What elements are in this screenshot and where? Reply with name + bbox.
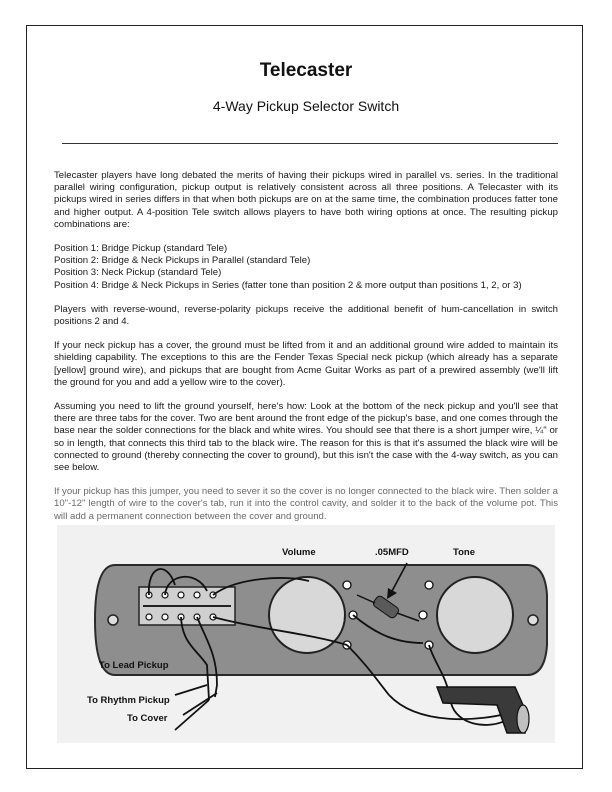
hum-cancel-paragraph: Players with reverse-wound, reverse-polarity pickups receive the additional benefit of hum-cancellation in switch positions 2 and 4.	[54, 303, 558, 328]
tone-label: Tone	[453, 547, 475, 558]
position-item: Position 2: Bridge & Neck Pickups in Parallel (standard Tele)	[54, 255, 311, 267]
jumper-paragraph: If your pickup has this jumper, you need to sever it so the cover is no longer connected to the black wire. Then solder a 10"-12" length of wire to the cover's tab, run it into the control cavity, and solder it to the back of the volume pot. This will add a permanent connection between the cover and ground.	[54, 486, 558, 522]
position-item: Position 4: Bridge & Neck Pickups in Series (fatter tone than position 2 & more output than positions 1, 2, or 3)	[54, 279, 522, 291]
position-item: Position 3: Neck Pickup (standard Tele)	[54, 267, 222, 279]
volume-label: Volume	[282, 547, 316, 558]
rhythm-pickup-label: To Rhythm Pickup	[87, 695, 170, 706]
position-item: Position 1: Bridge Pickup (standard Tele)	[54, 243, 228, 255]
lead-pickup-label: To Lead Pickup	[99, 660, 169, 671]
plate-screw	[108, 615, 118, 625]
cover-label: To Cover	[127, 713, 168, 724]
lift-ground-paragraph: Assuming you need to lift the ground yourself, here's how: Look at the bottom of the neck pickup and you'll see that there are three tabs for the cover. Two are bent around the front edge of the pickup's base, and one comes through the base near the solder connections for the black and white wires. You should see that there is a short jumper wire, ¼" or so in length, that connects this third tab to the black wire. The reason for this is that it's assumed the black wire will be connected to ground (thereby connecting the cover to ground), but this isn't the case with the 4-way switch, as you can see below.	[54, 401, 558, 474]
capacitor-label: .05MFD	[375, 547, 409, 558]
wiring-diagram	[57, 525, 555, 743]
article-body	[54, 170, 558, 535]
page-subtitle: 4-Way Pickup Selector Switch	[212, 98, 400, 114]
cover-paragraph: If your neck pickup has a cover, the ground must be lifted from it and an additional ground wire added to maintain its shielding capability. The exceptions to this are the Fender Texas Special neck pickup (which already has a separate [yellow] ground wire), and pickups that are bought from Acme Guitar Works as part of a prewired assembly (we'll lift the ground for you and add a yellow wire to the cover).	[54, 340, 558, 388]
jack-ring	[517, 705, 529, 733]
position-list	[54, 243, 558, 292]
title-divider	[62, 143, 558, 144]
page-title: Telecaster	[259, 60, 353, 81]
intro-paragraph: Telecaster players have long debated the merits of having their pickups wired in parallel vs. series. In the traditional parallel wiring configuration, pickup output is relatively consistent across all three positions. A Telecaster with its pickups wired in series differs in that when both pickups are on at the same time, the combination produces fatter tone and higher output. A 4-position Tele switch allows players to have both wiring options at once. The resulting pickup combinations are:	[54, 170, 558, 230]
tone-pot	[437, 577, 513, 653]
plate-screw	[528, 615, 538, 625]
